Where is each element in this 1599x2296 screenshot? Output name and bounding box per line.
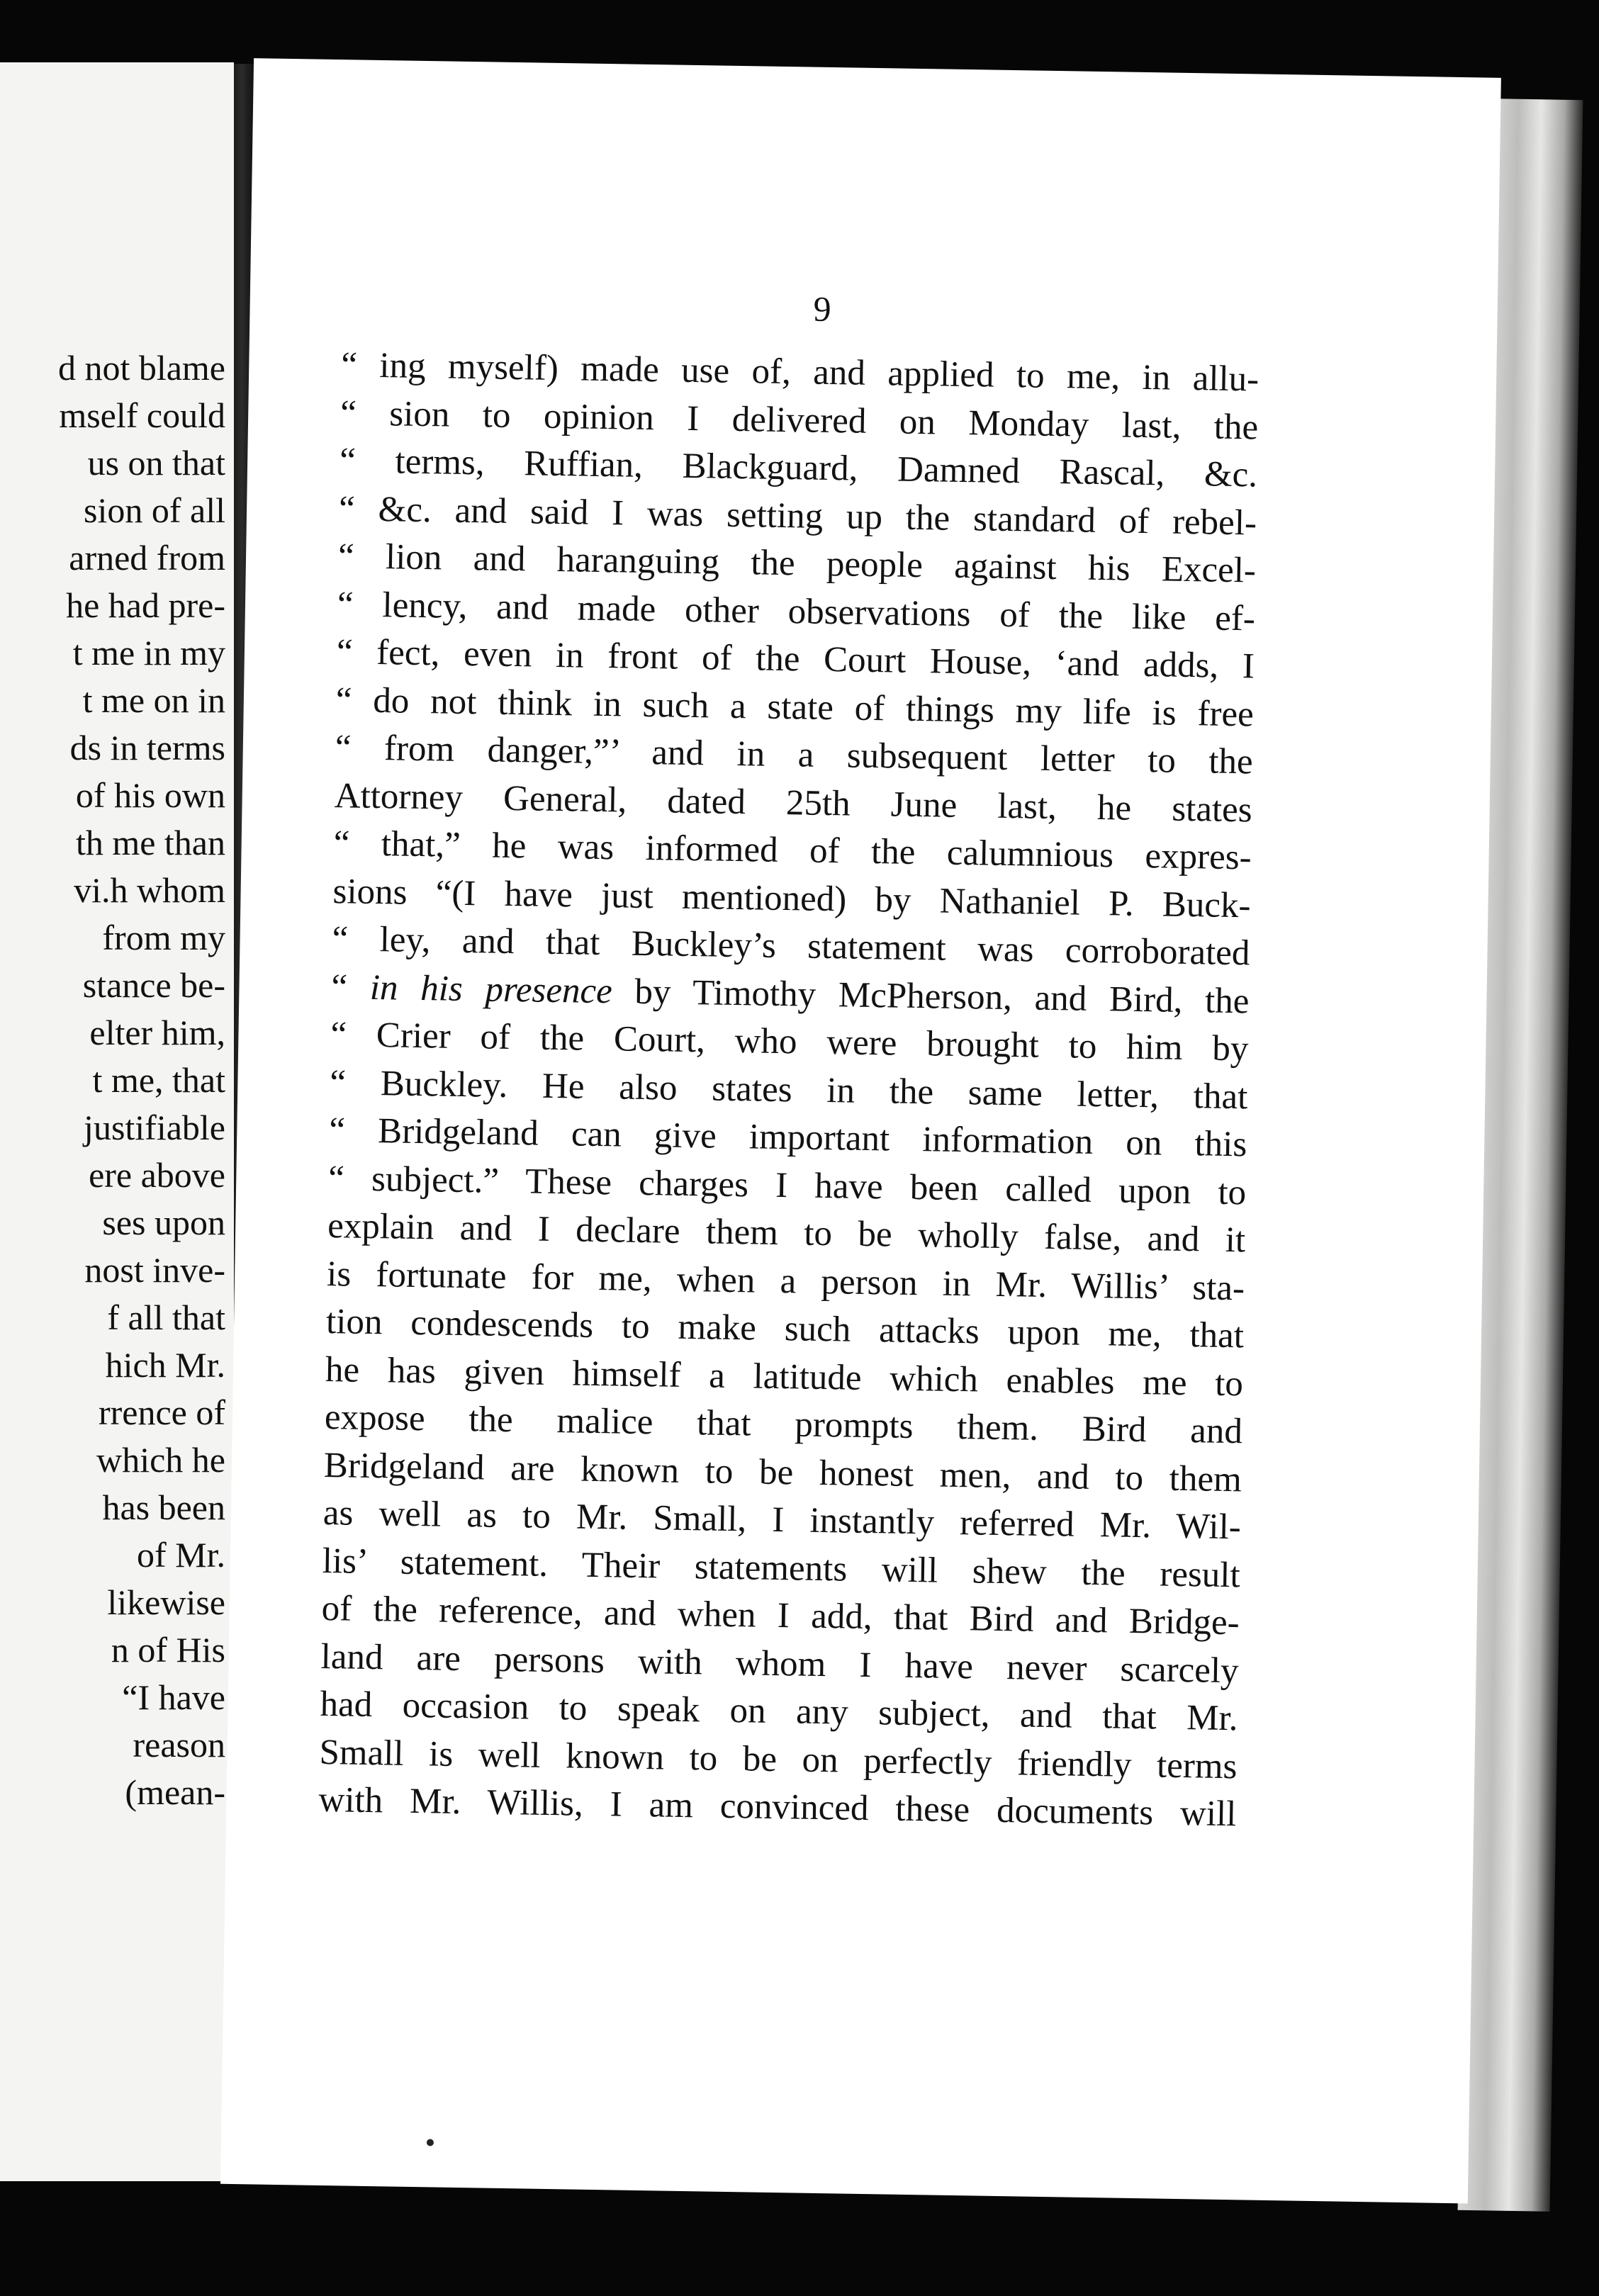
text-line: “ Buckley. He also states in the same letter, that	[329, 1062, 1248, 1117]
text-line: “ lency, and made other observations of the like ef-	[337, 584, 1256, 638]
text-line: Small is well known to be on perfectly friendly terms	[319, 1732, 1238, 1786]
left-page-text	[0, 344, 225, 1816]
left-line: n of His	[111, 1630, 225, 1670]
text-line: expose the malice that prompts them. Bird and	[324, 1397, 1243, 1452]
left-line: has been	[102, 1487, 225, 1527]
text-line: “ ley, and that Buckley’s statement was corroborated	[332, 919, 1250, 974]
left-line: of his own	[75, 775, 225, 815]
left-line: us on that	[87, 443, 225, 483]
left-line: ds in terms	[69, 728, 225, 767]
left-line: th me than	[75, 823, 225, 862]
text-line: “ terms, Ruffian, Blackguard, Damned Rascal, &c.	[339, 441, 1258, 495]
left-line: which he	[96, 1440, 225, 1480]
text-line: “ do not think in such a state of things my life is free	[335, 680, 1255, 734]
text-line: “ ing myself) made use of, and applied to me, in allu-	[340, 345, 1259, 400]
left-line: “I have	[122, 1677, 225, 1717]
ink-speck	[427, 2139, 434, 2146]
left-line: d not blame	[57, 348, 225, 388]
left-line: mself could	[59, 395, 225, 435]
text-line: had occasion to speak on any subject, and that Mr.	[320, 1684, 1238, 1739]
left-line: of Mr.	[137, 1535, 225, 1575]
left-line: rrence of	[98, 1392, 225, 1432]
text-line: land are persons with whom I have never scarcely	[320, 1636, 1239, 1691]
text-line: “ lion and haranguing the people against his Excel-	[337, 536, 1257, 591]
text-line: “ fect, even in front of the Court House, ‘and adds, I	[336, 632, 1255, 687]
left-line: t me on in	[82, 680, 225, 720]
body-text	[318, 342, 1259, 1839]
left-line: reason	[133, 1725, 225, 1765]
left-line: sion of all	[84, 490, 225, 530]
left-line: ere above	[89, 1155, 225, 1195]
right-page	[220, 58, 1501, 2203]
left-line: justifiable	[84, 1108, 225, 1147]
text-line: “ &c. and said I was setting up the standard of rebel-	[338, 488, 1257, 543]
text-line: explain and I declare them to be wholly false, and it	[327, 1206, 1246, 1261]
text-line: Bridgeland are known to be honest men, and to them	[323, 1445, 1242, 1499]
text-line: “ that,” he was informed of the calumnious expres-	[333, 823, 1252, 878]
text-fragment: by Timothy McPherson, and Bird, the	[612, 971, 1250, 1021]
left-line: f all that	[107, 1298, 225, 1337]
left-line: elter him,	[89, 1013, 225, 1052]
text-line: “ Crier of the Court, who were brought to him by	[330, 1015, 1249, 1069]
page-number: 9	[813, 288, 832, 330]
left-line: t me in my	[72, 633, 225, 673]
left-line: hich Mr.	[105, 1345, 225, 1385]
text-line: sions “(I have just mentioned) by Nathaniel P. Buck-	[332, 871, 1251, 925]
text-line: is fortunate for me, when a person in Mr. Willis’ sta-	[326, 1254, 1245, 1308]
text-line: Attorney General, dated 25th June last, he states	[334, 775, 1253, 830]
text-line: “ subject.” These charges I have been called upon to	[327, 1158, 1247, 1212]
left-line: likewise	[107, 1582, 225, 1622]
left-line: from my	[102, 918, 225, 957]
left-line: nost inve-	[84, 1250, 225, 1290]
text-line: he has given himself a latitude which enables me to	[325, 1349, 1244, 1404]
text-line: “ sion to opinion I delivered on Monday last, the	[340, 393, 1259, 447]
left-line: vi.h whom	[74, 870, 225, 910]
left-line: t me, that	[92, 1060, 225, 1100]
left-line: (mean-	[125, 1772, 225, 1812]
text-line: tion condescends to make such attacks upon me, that	[325, 1302, 1245, 1356]
left-line: arned from	[69, 538, 225, 578]
left-line: he had pre-	[66, 585, 225, 625]
text-line: “ Bridgeland can give important information on this	[328, 1110, 1247, 1165]
text-line: with Mr. Willis, I am convinced these documents will	[318, 1779, 1237, 1835]
text-line: of the reference, and when I add, that Bird and Bridge-	[321, 1588, 1240, 1643]
left-line: stance be-	[82, 965, 225, 1005]
text-line: lis’ statement. Their statements will shew the result	[322, 1541, 1241, 1595]
text-line: “ from danger,”’ and in a subsequent letter to the	[335, 728, 1254, 782]
text-fragment: “	[331, 967, 371, 1008]
text-line: as well as to Mr. Small, I instantly referred Mr. Wil-	[322, 1492, 1242, 1548]
left-facing-page	[0, 62, 234, 2181]
left-line: ses upon	[102, 1203, 225, 1242]
italic-phrase: in his presence	[369, 967, 613, 1011]
